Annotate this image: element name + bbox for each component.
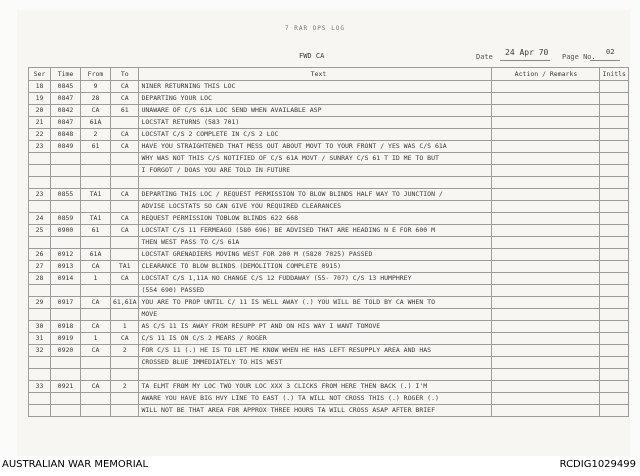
cell-initials bbox=[600, 321, 628, 333]
cell-ser bbox=[29, 357, 51, 369]
cell-ser bbox=[29, 405, 51, 417]
page-value: 02 bbox=[606, 48, 615, 56]
cell-text: AWARE YOU HAVE BIG HVY LINE TO EAST (.) TA WILL NOT CROSS THIS (.) ROGER (.) bbox=[139, 393, 492, 405]
cell-text: LOCSTAT GRENADIERS MOVING WEST FOR 200 M (5820 7025) PASSED bbox=[139, 249, 492, 261]
cell-action bbox=[492, 249, 600, 261]
cell-initials bbox=[600, 273, 628, 285]
col-header-to: To bbox=[111, 68, 139, 81]
cell-ser bbox=[29, 285, 51, 297]
cell-initials bbox=[600, 333, 628, 345]
cell-time: 0847 bbox=[51, 93, 81, 105]
cell-from: 28 bbox=[81, 93, 111, 105]
col-header-initials: Initls bbox=[600, 68, 628, 81]
cell-from: 61 bbox=[81, 225, 111, 237]
cell-time: 0921 bbox=[51, 381, 81, 393]
cell-from bbox=[81, 153, 111, 165]
table-row bbox=[29, 357, 629, 369]
cell-initials bbox=[600, 369, 628, 381]
cell-text: UNAWARE OF C/S 61A LOC SEND WHEN AVAILABLE ASP bbox=[139, 105, 492, 117]
footer-archive: AUSTRALIAN WAR MEMORIAL bbox=[2, 459, 149, 470]
cell-from bbox=[81, 405, 111, 417]
cell-initials bbox=[600, 201, 628, 213]
cell-from bbox=[81, 177, 111, 189]
cell-from: 61A bbox=[81, 117, 111, 129]
cell-ser: 22 bbox=[29, 129, 51, 141]
cell-to bbox=[111, 153, 139, 165]
cell-initials bbox=[600, 381, 628, 393]
cell-text: LOCSTAT C/S 11 FERMEAGO (580 696) BE ADVISED THAT ARE HEADING N E FOR 600 M bbox=[139, 225, 492, 237]
cell-from: CA bbox=[81, 345, 111, 357]
cell-ser: 20 bbox=[29, 105, 51, 117]
table-row bbox=[29, 153, 629, 165]
cell-time: 0918 bbox=[51, 321, 81, 333]
table-row bbox=[29, 369, 629, 381]
cell-from: 61A bbox=[81, 249, 111, 261]
cell-ser: 23 bbox=[29, 189, 51, 201]
cell-initials bbox=[600, 393, 628, 405]
cell-from bbox=[81, 309, 111, 321]
cell-time: 0917 bbox=[51, 297, 81, 309]
cell-time: 0855 bbox=[51, 189, 81, 201]
cell-action bbox=[492, 333, 600, 345]
col-header-text: Text bbox=[139, 68, 492, 81]
cell-to: CA bbox=[111, 273, 139, 285]
cell-to: CA bbox=[111, 93, 139, 105]
cell-from bbox=[81, 201, 111, 213]
col-header-from: From bbox=[81, 68, 111, 81]
page-label: Page No. bbox=[562, 53, 596, 61]
cell-text: ADVISE LOCSTATS SO CAN GIVE YOU REQUIRED CLEARANCES bbox=[139, 201, 492, 213]
cell-text: FOR C/S 11 (.) HE IS TO LET ME KNOW WHEN HE HAS LEFT RESUPPLY AREA AND HAS bbox=[139, 345, 492, 357]
cell-action bbox=[492, 141, 600, 153]
cell-text: YOU ARE TO PROP UNTIL C/ 11 IS WELL AWAY (.) YOU WILL BE TOLD BY CA WHEN TO bbox=[139, 297, 492, 309]
cell-ser bbox=[29, 237, 51, 249]
cell-initials bbox=[600, 105, 628, 117]
cell-from bbox=[81, 357, 111, 369]
cell-time: 0900 bbox=[51, 225, 81, 237]
cell-to: 2 bbox=[111, 345, 139, 357]
footer bbox=[0, 456, 640, 476]
cell-action bbox=[492, 273, 600, 285]
cell-initials bbox=[600, 81, 628, 93]
table-row bbox=[29, 321, 629, 333]
cell-from: 1 bbox=[81, 273, 111, 285]
cell-ser: 24 bbox=[29, 213, 51, 225]
cell-text bbox=[139, 177, 492, 189]
cell-ser: 33 bbox=[29, 381, 51, 393]
cell-to bbox=[111, 357, 139, 369]
table-row bbox=[29, 165, 629, 177]
cell-initials bbox=[600, 237, 628, 249]
table-row bbox=[29, 105, 629, 117]
cell-text: C/S 11 IS ON C/S 2 MEARS / ROGER bbox=[139, 333, 492, 345]
cell-initials bbox=[600, 117, 628, 129]
cell-action bbox=[492, 153, 600, 165]
cell-ser: 29 bbox=[29, 297, 51, 309]
cell-action bbox=[492, 381, 600, 393]
cell-time: 0842 bbox=[51, 105, 81, 117]
table-row bbox=[29, 177, 629, 189]
table-row bbox=[29, 237, 629, 249]
cell-initials bbox=[600, 249, 628, 261]
cell-time bbox=[51, 201, 81, 213]
cell-ser bbox=[29, 309, 51, 321]
cell-ser: 25 bbox=[29, 225, 51, 237]
cell-text: DEPARTING YOUR LOC bbox=[139, 93, 492, 105]
cell-to bbox=[111, 309, 139, 321]
cell-time: 0849 bbox=[51, 141, 81, 153]
cell-action bbox=[492, 213, 600, 225]
table-row bbox=[29, 201, 629, 213]
cell-ser bbox=[29, 153, 51, 165]
table-row bbox=[29, 117, 629, 129]
cell-action bbox=[492, 225, 600, 237]
cell-action bbox=[492, 105, 600, 117]
cell-time: 0914 bbox=[51, 273, 81, 285]
cell-action bbox=[492, 81, 600, 93]
cell-text: CLEARANCE TO BLOW BLINDS (DEMOLITION COMPLETE 0915) bbox=[139, 261, 492, 273]
cell-from bbox=[81, 393, 111, 405]
cell-action bbox=[492, 237, 600, 249]
location-label: FWD CA bbox=[299, 52, 325, 60]
cell-initials bbox=[600, 129, 628, 141]
cell-time: 0920 bbox=[51, 345, 81, 357]
cell-from: CA bbox=[81, 321, 111, 333]
cell-time: 0859 bbox=[51, 213, 81, 225]
cell-to bbox=[111, 165, 139, 177]
cell-ser: 32 bbox=[29, 345, 51, 357]
cell-ser: 27 bbox=[29, 261, 51, 273]
cell-time: 0845 bbox=[51, 81, 81, 93]
table-row bbox=[29, 93, 629, 105]
cell-action bbox=[492, 393, 600, 405]
cell-to: TA1 bbox=[111, 261, 139, 273]
table-row bbox=[29, 309, 629, 321]
cell-to bbox=[111, 285, 139, 297]
cell-to: CA bbox=[111, 129, 139, 141]
cell-to bbox=[111, 177, 139, 189]
cell-initials bbox=[600, 177, 628, 189]
cell-from: TA1 bbox=[81, 189, 111, 201]
cell-initials bbox=[600, 225, 628, 237]
cell-to bbox=[111, 369, 139, 381]
cell-action bbox=[492, 297, 600, 309]
date-value: 24 Apr 70 bbox=[505, 48, 549, 57]
table-row bbox=[29, 141, 629, 153]
cell-initials bbox=[600, 165, 628, 177]
cell-initials bbox=[600, 357, 628, 369]
cell-ser bbox=[29, 369, 51, 381]
cell-action bbox=[492, 309, 600, 321]
cell-text: LOCSTAT C/S 2 COMPLETE IN C/S 2 LOC bbox=[139, 129, 492, 141]
cell-time bbox=[51, 405, 81, 417]
cell-time bbox=[51, 285, 81, 297]
cell-to bbox=[111, 405, 139, 417]
cell-from bbox=[81, 237, 111, 249]
cell-text bbox=[139, 369, 492, 381]
table-row bbox=[29, 405, 629, 417]
cell-from: CA bbox=[81, 381, 111, 393]
table-row bbox=[29, 381, 629, 393]
cell-action bbox=[492, 177, 600, 189]
cell-to bbox=[111, 249, 139, 261]
cell-text: NINER RETURNING THIS LOC bbox=[139, 81, 492, 93]
cell-to bbox=[111, 237, 139, 249]
table-row bbox=[29, 273, 629, 285]
cell-to bbox=[111, 393, 139, 405]
cell-time: 0847 bbox=[51, 117, 81, 129]
date-label: Date bbox=[476, 53, 493, 61]
cell-time: 0848 bbox=[51, 129, 81, 141]
cell-time: 0912 bbox=[51, 249, 81, 261]
cell-time: 0913 bbox=[51, 261, 81, 273]
cell-action bbox=[492, 321, 600, 333]
cell-time bbox=[51, 357, 81, 369]
table-row bbox=[29, 393, 629, 405]
cell-to: 61 bbox=[111, 105, 139, 117]
cell-time bbox=[51, 393, 81, 405]
table-row bbox=[29, 129, 629, 141]
cell-text: DEPARTING THIS LOC / REQUEST PERMISSION TO BLOW BLINDS HALF WAY TO JUNCTION / bbox=[139, 189, 492, 201]
table-row bbox=[29, 285, 629, 297]
log-table bbox=[28, 67, 629, 417]
cell-action bbox=[492, 369, 600, 381]
cell-to: 1 bbox=[111, 321, 139, 333]
cell-text: TA ELMT FROM MY LOC TWO YOUR LOC XXX 3 CLICKS FROM HERE THEN BACK (.) I'M bbox=[139, 381, 492, 393]
cell-from: 2 bbox=[81, 129, 111, 141]
cell-to bbox=[111, 201, 139, 213]
table-row bbox=[29, 345, 629, 357]
cell-from: 9 bbox=[81, 81, 111, 93]
table-row bbox=[29, 225, 629, 237]
cell-text: WILL NOT BE THAT AREA FOR APPROX THREE HOURS TA WILL CROSS ASAP AFTER BRIEF bbox=[139, 405, 492, 417]
cell-to bbox=[111, 117, 139, 129]
cell-ser: 28 bbox=[29, 273, 51, 285]
date-underline bbox=[500, 60, 550, 61]
cell-ser: 18 bbox=[29, 81, 51, 93]
cell-initials bbox=[600, 153, 628, 165]
cell-to: CA bbox=[111, 81, 139, 93]
col-header-time: Time bbox=[51, 68, 81, 81]
table-row bbox=[29, 261, 629, 273]
cell-from bbox=[81, 285, 111, 297]
footer-reference: RCDIG1029499 bbox=[559, 459, 636, 470]
cell-text: LOCSTAT RETURNS (583 701) bbox=[139, 117, 492, 129]
table-row bbox=[29, 297, 629, 309]
cell-initials bbox=[600, 309, 628, 321]
cell-from: CA bbox=[81, 261, 111, 273]
table-row bbox=[29, 213, 629, 225]
cell-action bbox=[492, 405, 600, 417]
cell-ser: 19 bbox=[29, 93, 51, 105]
cell-time: 0919 bbox=[51, 333, 81, 345]
cell-from: 1 bbox=[81, 333, 111, 345]
cell-action bbox=[492, 201, 600, 213]
cell-text: REQUEST PERMISSION TOBLOW BLINDS 622 668 bbox=[139, 213, 492, 225]
cell-initials bbox=[600, 261, 628, 273]
table-header-row bbox=[29, 68, 629, 81]
cell-to: CA bbox=[111, 213, 139, 225]
log-body bbox=[29, 81, 629, 417]
cell-to: CA bbox=[111, 189, 139, 201]
unit-title: 7 RAR OPS LOG bbox=[285, 25, 345, 32]
cell-initials bbox=[600, 297, 628, 309]
cell-to: CA bbox=[111, 225, 139, 237]
cell-ser bbox=[29, 201, 51, 213]
cell-ser: 31 bbox=[29, 333, 51, 345]
cell-ser: 30 bbox=[29, 321, 51, 333]
cell-time bbox=[51, 165, 81, 177]
cell-to: 61,61A bbox=[111, 297, 139, 309]
cell-action bbox=[492, 357, 600, 369]
cell-ser bbox=[29, 393, 51, 405]
cell-from: TA1 bbox=[81, 213, 111, 225]
cell-text: HAVE YOU STRAIGHTENED THAT MESS OUT ABOUT MOVT TO YOUR FRONT / YES WAS C/S 61A bbox=[139, 141, 492, 153]
cell-action bbox=[492, 165, 600, 177]
cell-action bbox=[492, 117, 600, 129]
col-header-action: Action / Remarks bbox=[492, 68, 600, 81]
cell-to: 2 bbox=[111, 381, 139, 393]
cell-time bbox=[51, 369, 81, 381]
cell-action bbox=[492, 261, 600, 273]
cell-from: CA bbox=[81, 105, 111, 117]
cell-text: CROSSED BLUE IMMEDIATELY TO HIS WEST bbox=[139, 357, 492, 369]
cell-time bbox=[51, 153, 81, 165]
table-row bbox=[29, 189, 629, 201]
cell-from bbox=[81, 165, 111, 177]
cell-initials bbox=[600, 405, 628, 417]
table-row bbox=[29, 249, 629, 261]
cell-time bbox=[51, 177, 81, 189]
cell-initials bbox=[600, 189, 628, 201]
cell-action bbox=[492, 189, 600, 201]
cell-initials bbox=[600, 345, 628, 357]
cell-text: THEN WEST PASS TO C/S 61A bbox=[139, 237, 492, 249]
cell-action bbox=[492, 285, 600, 297]
cell-ser: 21 bbox=[29, 117, 51, 129]
cell-text: (554 690) PASSED bbox=[139, 285, 492, 297]
cell-initials bbox=[600, 93, 628, 105]
cell-text: WHY WAS NOT THIS C/S NOTIFIED OF C/S 61A MOVT / SUNRAY C/S 61 T ID ME TO BUT bbox=[139, 153, 492, 165]
cell-ser: 26 bbox=[29, 249, 51, 261]
cell-to: CA bbox=[111, 141, 139, 153]
page-underline bbox=[590, 60, 620, 61]
cell-text: I FORGOT / DOAS YOU ARE TOLD IN FUTURE bbox=[139, 165, 492, 177]
cell-text: AS C/S 11 IS AWAY FROM RESUPP PT AND ON HIS WAY I WANT TOMOVE bbox=[139, 321, 492, 333]
cell-initials bbox=[600, 213, 628, 225]
cell-ser bbox=[29, 177, 51, 189]
cell-from: CA bbox=[81, 297, 111, 309]
cell-ser: 23 bbox=[29, 141, 51, 153]
table-row bbox=[29, 81, 629, 93]
col-header-ser: Ser bbox=[29, 68, 51, 81]
cell-time bbox=[51, 309, 81, 321]
cell-from bbox=[81, 369, 111, 381]
cell-initials bbox=[600, 285, 628, 297]
cell-from: 61 bbox=[81, 141, 111, 153]
cell-initials bbox=[600, 141, 628, 153]
cell-to: CA bbox=[111, 333, 139, 345]
cell-action bbox=[492, 345, 600, 357]
table-row bbox=[29, 333, 629, 345]
cell-ser bbox=[29, 165, 51, 177]
cell-action bbox=[492, 129, 600, 141]
cell-action bbox=[492, 93, 600, 105]
cell-time bbox=[51, 237, 81, 249]
cell-text: LOCSTAT C/S 1,11A NO CHANGE C/S 12 FUDDAWAY (55- 707) C/S 13 HUMPHREY bbox=[139, 273, 492, 285]
cell-text: MOVE bbox=[139, 309, 492, 321]
